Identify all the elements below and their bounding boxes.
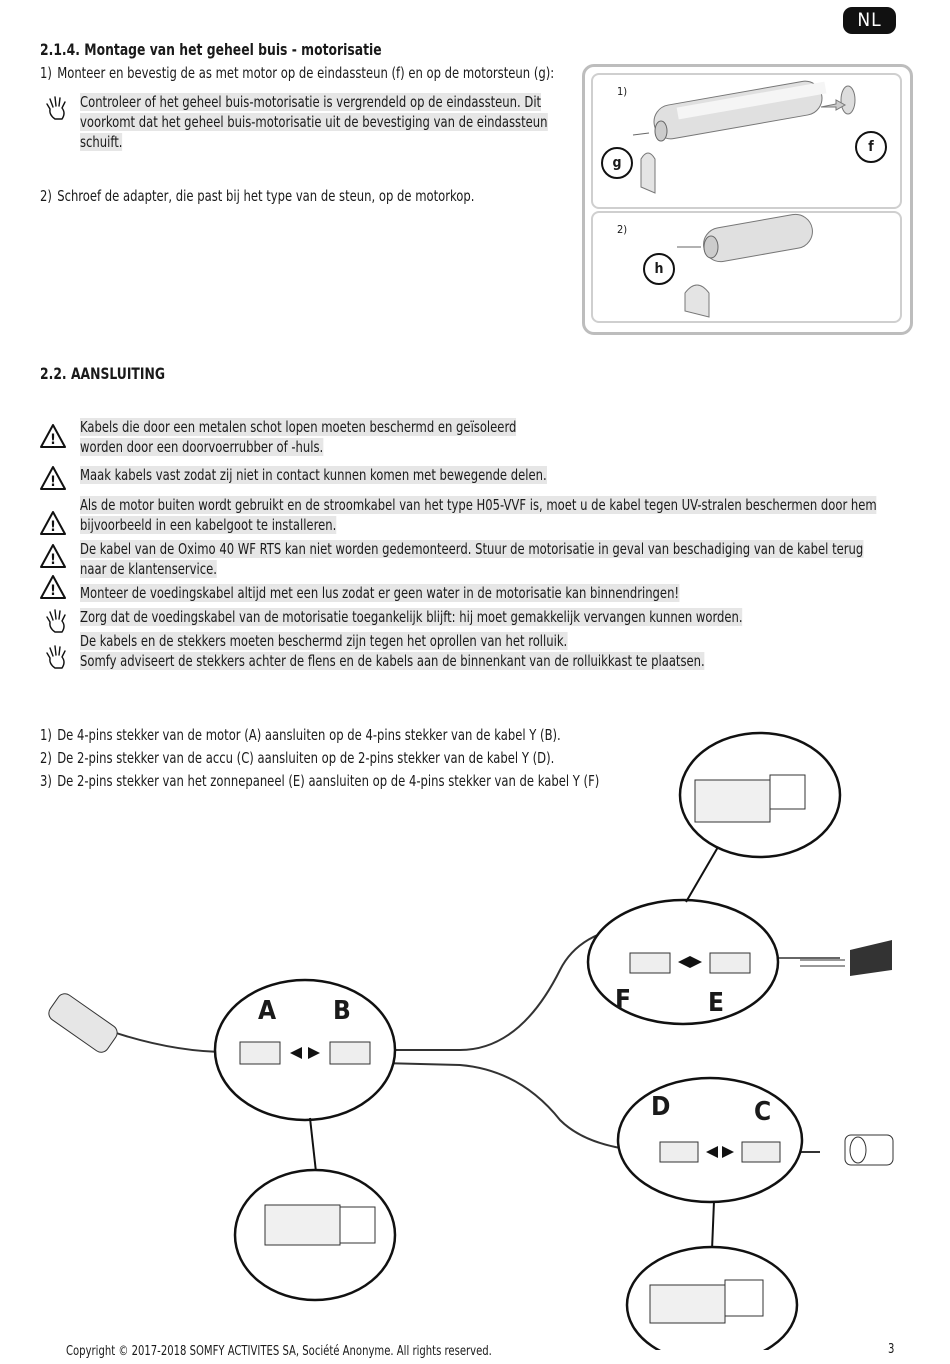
warning-icon (40, 423, 66, 449)
label-f: F (615, 985, 631, 1015)
label-c: C (754, 1097, 772, 1127)
connector-e (710, 953, 750, 973)
panel-1-label: 1) (617, 85, 628, 98)
figure-panel-2 (591, 211, 902, 323)
hand-icon (44, 644, 70, 670)
lock-note: Controleer of het geheel buis-motorisatie is vergrendeld op de eindassteun. Dit voorkomt dat het geheel buis-motorisatie uit de bevestiging van de eindassteun schuift. (80, 93, 548, 151)
connector-b (330, 1042, 370, 1064)
warning-icon (40, 543, 66, 569)
svg-text:!: ! (50, 583, 56, 599)
connector-c (742, 1142, 780, 1162)
adapter-illustration (593, 213, 900, 321)
svg-text:!: ! (50, 519, 56, 535)
label-b: B (333, 996, 351, 1026)
connector-d (660, 1142, 698, 1162)
label-a: A (258, 996, 277, 1026)
warnings-list: Kabels die door een metalen schot lopen moeten beschermd en geïsoleerd worden door een doorvoerrubber of -huls. Maak kabels vast zodat zij niet in contact kunnen komen met bewegende delen. Als de motor buiten wordt gebruikt en de stroomkabel van het type H05-VVF is, moet u de kabel tegen UV-stralen beschermen door hem bijvoorbeeld in een kabelgoot te installeren. De kabel van de Oximo 40 WF RTS kan niet worden gedemonteerd. Stuur de motorisatie in geval van beschadiging van de kabel terug naar de klantenservice. Monteer de voedingskabel altijd met een lus zodat er geen water in de motorisatie kan binnendringen! Zorg dat de voedingskabel van de motorisatie toegankelijk blijft: hij moet gemakkelijk vervangen kunnen worden. De kabels en de stekkers moeten beschermd zijn tegen het oprollen van het rolluik. Somfy adviseert de stekkers achter de flens en de kabels aan de binnenkant van de rolluikkast te plaatsen. (80, 418, 877, 670)
svg-text:!: ! (50, 552, 56, 568)
wiring-diagram (0, 720, 950, 1350)
step-2: 2) Schroef de adapter, die past bij het type van de steun, op de motorkop. (40, 187, 475, 205)
section-2-1-4-title: 2.1.4. Montage van het geheel buis - motorisatie (40, 40, 382, 59)
svg-text:!: ! (50, 432, 56, 448)
tube-motor-illustration (593, 75, 900, 207)
figure-panel-1 (591, 73, 902, 209)
section-2-2-title: 2.2. AANSLUITING (40, 364, 165, 383)
connection-steps: 1) De 4-pins stekker van de motor (A) aansluiten op de 4-pins stekker van de kabel Y (B). 2) De 2-pins stekker van de accu (C) aansluiten op de 2-pins stekker van de kabel Y (D). 3) De 2-pins stekker van het zonnepaneel (E) aansluiten op de 4-pins stekker van de kabel Y (F) (40, 726, 600, 790)
footer-copyright: Copyright © 2017-2018 SOMFY ACTIVITES SA, Société Anonyme. All rights reserved. (66, 1344, 492, 1359)
callout-g: g (601, 147, 633, 179)
warning-icon (40, 574, 66, 600)
motor-tube (46, 991, 121, 1056)
label-e: E (708, 988, 724, 1018)
page-number: 3 (888, 1342, 895, 1357)
svg-text:!: ! (50, 474, 56, 490)
callout-h: h (643, 253, 675, 285)
motor-mounting-figure (582, 64, 913, 335)
step-1: 1) Monteer en bevestig de as met motor op de eindassteun (f) en op de motorsteun (g): (40, 64, 555, 82)
battery-illustration (845, 1135, 893, 1165)
connector-a (240, 1042, 280, 1064)
warning-icon (40, 465, 66, 491)
language-badge: NL (843, 7, 896, 34)
hand-icon (44, 608, 70, 634)
panel-2-label: 2) (617, 223, 628, 236)
hand-icon (44, 95, 70, 121)
warning-icon (40, 510, 66, 536)
callout-f: f (855, 131, 887, 163)
zoom-dc-ellipse (618, 1078, 802, 1202)
connector-f (630, 953, 670, 973)
label-d: D (651, 1092, 671, 1122)
